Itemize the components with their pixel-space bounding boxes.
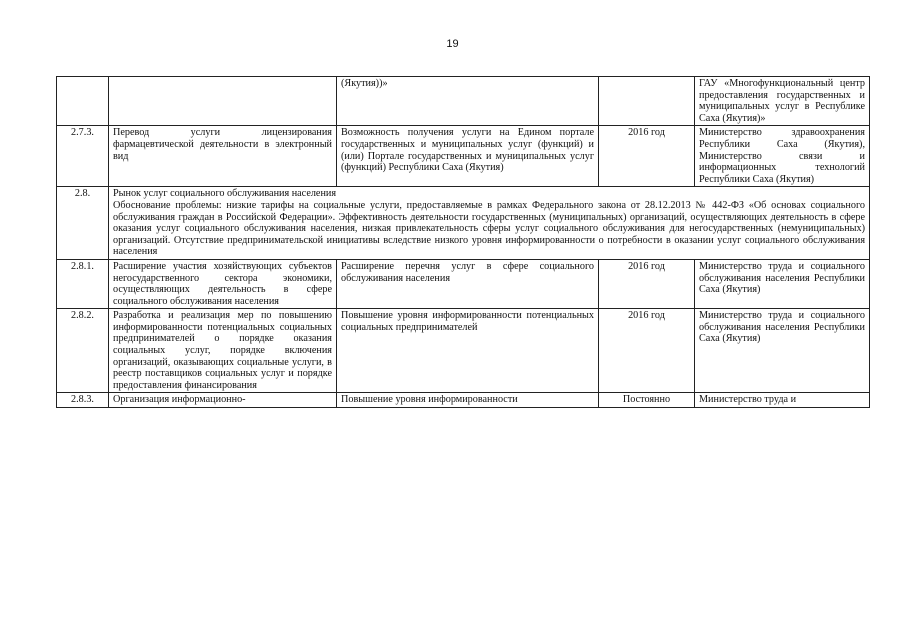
section-rationale: Обоснование проблемы: низкие тарифы на социальные услуги, предоставляемые в рамках Федерального закона от 28.12.2013 № 442-ФЗ «Об основах социального обслуживания граждан в Российской Федерации». Эффективность деятельности государственных (муниципальных) организаций, осуществляющих деятельность в сфере оказания услуг социального обслуживания населения, низкая привлекательность сферы услуг социального обслуживания для негосударственных (немуниципальных) организаций. Отсутствие предпринимательской инициативы вследствие низкого уровня информированности о потребности в оказании услуг социального обслуживания населения — [113, 199, 865, 258]
term-cell: 2016 год — [599, 126, 695, 187]
page-number: 19 — [446, 38, 459, 50]
row-number: 2.8.1. — [57, 259, 109, 308]
table-row — [57, 393, 870, 408]
row-number: 2.8.3. — [57, 393, 109, 408]
result-cell: Расширение перечня услуг в сфере социального обслуживания населения — [337, 259, 599, 308]
row-number: 2.8.2. — [57, 309, 109, 393]
table-row — [57, 77, 870, 126]
result-cell: Повышение уровня информированности — [337, 393, 599, 408]
term-cell: Постоянно — [599, 393, 695, 408]
term-cell: 2016 год — [599, 259, 695, 308]
term-cell: 2016 год — [599, 309, 695, 393]
measure-cell: Расширение участия хозяйствующих субъектов негосударственного сектора экономики, осуществляющих деятельность в сфере социального обслуживания населения — [109, 259, 337, 308]
responsible-cell: ГАУ «Многофункциональный центр предоставления государственных и муниципальных услуг в Республике Саха (Якутия)» — [695, 77, 870, 126]
measure-cell: Организация информационно- — [109, 393, 337, 408]
result-cell: Возможность получения услуги на Едином портале государственных и муниципальных услуг (функций) и (или) Портале государственных и муниципальных услуг (функций) Республики Саха (Якутия) — [337, 126, 599, 187]
measure-cell — [109, 77, 337, 126]
row-number — [57, 77, 109, 126]
term-cell — [599, 77, 695, 126]
measures-table — [56, 76, 870, 408]
table-row — [57, 309, 870, 393]
section-number: 2.8. — [57, 187, 109, 260]
row-number: 2.7.3. — [57, 126, 109, 187]
measure-cell: Разработка и реализация мер по повышению информированности потенциальных социальных предпринимателей о порядке оказания социальных услуг, порядке включения организаций, оказывающих социальные услуги, в реестр поставщиков социальных услуг и порядке предоставления финансирования — [109, 309, 337, 393]
table-row — [57, 259, 870, 308]
responsible-cell: Министерство труда и социального обслуживания населения Республики Саха (Якутия) — [695, 309, 870, 393]
responsible-cell: Министерство труда и социального обслуживания населения Республики Саха (Якутия) — [695, 259, 870, 308]
section-row — [57, 187, 870, 260]
table-row — [57, 126, 870, 187]
section-cell — [109, 187, 870, 260]
section-title: Рынок услуг социального обслуживания населения — [113, 188, 337, 200]
responsible-cell: Министерство здравоохранения Республики Саха (Якутия), Министерство связи и информационных технологий Республики Саха (Якутия) — [695, 126, 870, 187]
measure-cell: Перевод услуги лицензирования фармацевтической деятельности в электронный вид — [109, 126, 337, 187]
result-cell: (Якутия))» — [337, 77, 599, 126]
responsible-cell: Министерство труда и — [695, 393, 870, 408]
result-cell: Повышение уровня информированности потенциальных социальных предпринимателей — [337, 309, 599, 393]
